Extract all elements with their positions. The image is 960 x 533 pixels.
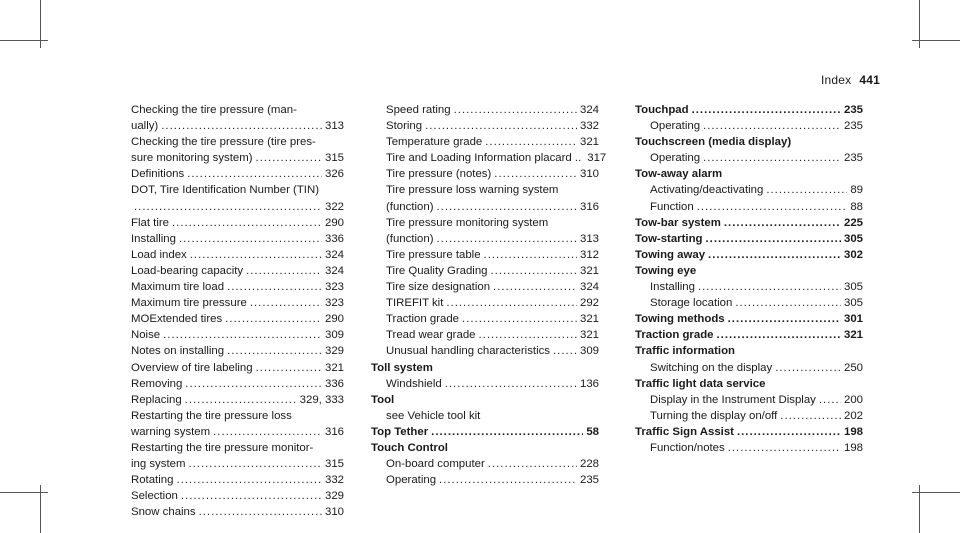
leader-dots: [185, 376, 322, 392]
index-subentry: [371, 456, 599, 472]
entry-text: Operating: [386, 474, 437, 487]
entry-text: DOT, Tire Identification Number (TIN): [131, 184, 319, 197]
page-reference: 290: [324, 216, 344, 229]
entry-text: Tire pressure monitoring system: [386, 216, 549, 229]
index-entry: [635, 311, 863, 327]
page-reference: 305: [843, 297, 863, 310]
entry-text: Towing methods: [635, 313, 725, 326]
leader-dots: [425, 118, 577, 134]
entry-text: Tire pressure loss warning system: [386, 184, 559, 197]
index-entry: [635, 376, 863, 392]
entry-text: Display in the Instrument Display: [650, 393, 816, 406]
index-subentry: [116, 150, 344, 166]
page-reference: 321: [579, 329, 599, 342]
leader-dots: [188, 456, 322, 472]
page-reference: 315: [324, 152, 344, 165]
entry-text: Load index: [131, 248, 187, 261]
section-title: Index: [821, 73, 852, 87]
index-entry: [635, 424, 863, 440]
index-subentry: [371, 327, 599, 343]
index-subentry: [371, 408, 599, 424]
page-reference: 329: [324, 345, 344, 358]
leader-dots: [213, 424, 322, 440]
index-subentry: [371, 279, 599, 295]
leader-dots: [179, 231, 322, 247]
entry-text: Temperature grade: [386, 136, 483, 149]
index-subentry: [116, 392, 344, 408]
page-reference: 198: [843, 425, 863, 438]
leader-dots: [491, 263, 577, 279]
leader-dots: [436, 231, 577, 247]
page-reference: 225: [843, 216, 863, 229]
entry-text: Restarting the tire pressure monitor-: [131, 441, 314, 454]
index-subentry: [635, 150, 863, 166]
page-reference: 323: [324, 281, 344, 294]
leader-dots: [775, 360, 841, 376]
leader-dots: [454, 102, 577, 118]
page-reference: 305: [843, 232, 863, 245]
page-reference: 250: [843, 361, 863, 374]
leader-dots: [446, 295, 577, 311]
leader-dots: [187, 166, 322, 182]
index-subentry: [371, 343, 599, 359]
index-column-2: [371, 102, 607, 488]
page-reference: 235: [579, 474, 599, 487]
page-reference: 292: [579, 297, 599, 310]
index-subentry: [116, 504, 344, 520]
leader-dots: [485, 134, 577, 150]
index-subentry: [116, 424, 344, 440]
page-reference: 302: [843, 248, 863, 261]
index-entry: [635, 327, 863, 343]
entry-text: Operating: [650, 152, 701, 165]
index-subentry: [116, 408, 344, 424]
leader-dots: [494, 166, 577, 182]
leader-dots: [706, 231, 841, 247]
index-entry: [635, 215, 863, 231]
entry-text: Function: [650, 200, 694, 213]
leader-dots: [176, 472, 322, 488]
page-reference: 323: [324, 297, 344, 310]
crop-mark: [912, 40, 960, 41]
index-subentry: [116, 118, 344, 134]
index-subentry: [371, 472, 599, 488]
entry-text: TIREFIT kit: [386, 297, 444, 310]
entry-text: sure monitoring system): [131, 152, 253, 165]
leader-dots: [553, 343, 577, 359]
entry-text: Tire and Loading Information placard ..: [386, 152, 582, 165]
page-reference: 89: [850, 184, 863, 197]
index-subentry: [116, 182, 344, 198]
index-subentry: [635, 392, 863, 408]
index-subentry: [116, 360, 344, 376]
leader-dots: [703, 150, 841, 166]
entry-text: Storing: [386, 120, 423, 133]
page-reference: 329: [324, 490, 344, 503]
entry-text: Tire Quality Grading: [386, 264, 488, 277]
index-subentry: [116, 472, 344, 488]
page-reference: 316: [324, 425, 344, 438]
leader-dots: [484, 247, 577, 263]
entry-text: Replacing: [131, 393, 182, 406]
page-reference: 310: [324, 506, 344, 519]
page-reference: 309: [579, 345, 599, 358]
index-subentry: [116, 102, 344, 118]
entry-text: ing system: [131, 458, 186, 471]
entry-text: Checking the tire pressure (tire pres-: [131, 136, 316, 149]
leader-dots: [488, 456, 577, 472]
index-subentry: [116, 295, 344, 311]
index-subentry: [116, 263, 344, 279]
leader-dots: [199, 504, 322, 520]
entry-text: Definitions: [131, 168, 185, 181]
page-reference: 316: [579, 200, 599, 213]
entry-text: Tire pressure (notes): [386, 168, 492, 181]
index-entry: [635, 166, 863, 182]
entry-text: Traffic information: [635, 345, 735, 358]
entry-text: Restarting the tire pressure loss: [131, 409, 292, 422]
index-subentry: [116, 376, 344, 392]
entry-text: (function): [386, 232, 434, 245]
entry-text: Installing: [650, 281, 695, 294]
index-subentry: [371, 215, 599, 231]
page-reference: 309: [324, 329, 344, 342]
page-reference: 88: [850, 200, 863, 213]
entry-text: Turning the display on/off: [650, 409, 778, 422]
page-reference: 235: [843, 152, 863, 165]
page-reference: 326: [324, 168, 344, 181]
page-reference: 324: [579, 104, 599, 116]
entry-text: Tire pressure table: [386, 248, 481, 261]
index-subentry: [116, 456, 344, 472]
index-subentry: [635, 199, 863, 215]
index-subentry: [371, 118, 599, 134]
index-subentry: [635, 295, 863, 311]
entry-text: Checking the tire pressure (man-: [131, 104, 297, 116]
leader-dots: [493, 279, 577, 295]
page-reference: 202: [843, 409, 863, 422]
leader-dots: [717, 327, 841, 343]
leader-dots: [478, 327, 577, 343]
entry-text: see Vehicle tool kit: [386, 409, 481, 422]
entry-text: On-board computer: [386, 458, 485, 471]
index-entry: [635, 247, 863, 263]
page-reference: 317: [587, 152, 607, 165]
leader-dots: [697, 199, 848, 215]
leader-dots: [431, 424, 583, 440]
leader-dots: [225, 311, 322, 327]
index-entry: [371, 424, 599, 440]
page-reference: 235: [843, 120, 863, 133]
leader-dots: [724, 215, 841, 231]
index-subentry: [116, 199, 344, 215]
page-reference: 312: [579, 248, 599, 261]
index-subentry: [116, 488, 344, 504]
entry-text: Towing away: [635, 248, 706, 261]
entry-text: warning system: [131, 425, 211, 438]
entry-text: Rotating: [131, 474, 174, 487]
entry-text: Toll system: [371, 361, 433, 374]
index-subentry: [371, 376, 599, 392]
entry-text: Windshield: [386, 377, 442, 390]
index-subentry: [635, 182, 863, 198]
leader-dots: [703, 118, 841, 134]
entry-text: Traffic light data service: [635, 377, 766, 390]
entry-text: Flat tire: [131, 216, 169, 229]
index-column-1: [116, 102, 344, 520]
leader-dots: [728, 440, 841, 456]
leader-dots: [256, 360, 322, 376]
crop-mark: [912, 492, 960, 493]
page-reference: 321: [843, 329, 863, 342]
page-reference: 228: [579, 458, 599, 471]
page-number: 441: [859, 73, 880, 87]
entry-text: Tow-away alarm: [635, 168, 723, 181]
leader-dots: [227, 343, 322, 359]
index-subentry: [635, 279, 863, 295]
entry-text: Maximum tire pressure: [131, 297, 247, 310]
leader-dots: [735, 295, 841, 311]
page-header: [821, 73, 880, 87]
index-entry: [635, 102, 863, 118]
index-subentry: [371, 311, 599, 327]
page-reference: 136: [579, 377, 599, 390]
leader-dots: [708, 247, 841, 263]
index-subentry: [371, 150, 607, 166]
entry-text: Tow-bar system: [635, 216, 721, 229]
leader-dots: [692, 102, 841, 118]
leader-dots: [737, 424, 841, 440]
index-subentry: [371, 295, 599, 311]
index-subentry: [371, 247, 599, 263]
entry-text: Removing: [131, 377, 183, 390]
entry-text: Switching on the display: [650, 361, 773, 374]
entry-text: Towing eye: [635, 264, 697, 277]
page-reference: 310: [579, 168, 599, 181]
index-subentry: [371, 134, 599, 150]
index-subentry: [116, 215, 344, 231]
index-column-3: [635, 102, 863, 456]
entry-text: Traction grade: [386, 313, 460, 326]
index-subentry: [635, 118, 863, 134]
entry-text: Load-bearing capacity: [131, 264, 244, 277]
leader-dots: [766, 182, 847, 198]
entry-text: Touchpad: [635, 104, 689, 116]
page-reference: 198: [843, 441, 863, 454]
index-subentry: [116, 279, 344, 295]
leader-dots: [462, 311, 577, 327]
index-entry: [635, 263, 863, 279]
index-subentry: [635, 440, 863, 456]
entry-text: Tire size designation: [386, 281, 491, 294]
entry-text: Activating/deactivating: [650, 184, 764, 197]
page-reference: 324: [324, 248, 344, 261]
leader-dots: [780, 408, 841, 424]
page-reference: 321: [579, 264, 599, 277]
index-subentry: [635, 360, 863, 376]
page-reference: 301: [843, 313, 863, 326]
entry-text: Speed rating: [386, 104, 451, 116]
leader-dots: [190, 247, 322, 263]
entry-text: Function/notes: [650, 441, 725, 454]
crop-mark: [0, 492, 48, 493]
entry-text: Overview of tire labeling: [131, 361, 253, 374]
entry-text: (function): [386, 200, 434, 213]
entry-text: MOExtended tires: [131, 313, 223, 326]
leader-dots: [256, 150, 322, 166]
index-entry: [371, 440, 599, 456]
page-reference: 313: [579, 232, 599, 245]
index-subentry: [371, 199, 599, 215]
index-subentry: [116, 311, 344, 327]
entry-text: Noise: [131, 329, 161, 342]
leader-dots: [250, 295, 322, 311]
leader-dots: [163, 327, 322, 343]
leader-dots: [227, 279, 322, 295]
entry-text: Touch Control: [371, 441, 448, 454]
index-entry: [371, 360, 599, 376]
entry-text: Traffic Sign Assist: [635, 425, 734, 438]
leader-dots: [436, 199, 577, 215]
entry-text: Tread wear grade: [386, 329, 476, 342]
page-reference: 336: [324, 377, 344, 390]
leader-dots: [161, 118, 322, 134]
entry-text: Top Tether: [371, 425, 429, 438]
index-subentry: [116, 134, 344, 150]
entry-text: ually): [131, 120, 159, 133]
index-subentry: [635, 408, 863, 424]
crop-mark: [0, 40, 48, 41]
index-entry: [635, 134, 863, 150]
page-reference: 315: [324, 458, 344, 471]
page-reference: 321: [324, 361, 344, 374]
page-reference: 200: [843, 393, 863, 406]
index-entry: [371, 392, 599, 408]
index-subentry: [371, 231, 599, 247]
leader-dots: [172, 215, 322, 231]
leader-dots: [246, 263, 322, 279]
entry-text: Selection: [131, 490, 178, 503]
index-subentry: [371, 182, 599, 198]
index-subentry: [371, 263, 599, 279]
index-subentry: [116, 440, 344, 456]
entry-text: Traction grade: [635, 329, 714, 342]
index-subentry: [116, 166, 344, 182]
entry-text: Storage location: [650, 297, 733, 310]
leader-dots: [819, 392, 841, 408]
leader-dots: [181, 488, 322, 504]
page-reference: 336: [324, 232, 344, 245]
page-reference: 305: [843, 281, 863, 294]
leader-dots: [185, 392, 297, 408]
entry-text: Touchscreen (media display): [635, 136, 792, 149]
page-reference: 324: [324, 264, 344, 277]
page-reference: 322: [324, 200, 344, 213]
index-subentry: [116, 327, 344, 343]
leader-dots: [698, 279, 841, 295]
index-subentry: [371, 166, 599, 182]
leader-dots: [728, 311, 841, 327]
page-reference: 321: [579, 313, 599, 326]
page-reference: 321: [579, 136, 599, 149]
page-reference: 324: [579, 281, 599, 294]
page-reference: 235: [843, 104, 863, 116]
index-entry: [635, 343, 863, 359]
page-reference: 329, 333: [299, 393, 344, 406]
leader-dots: [134, 199, 322, 215]
entry-text: Maximum tire load: [131, 281, 225, 294]
entry-text: Tow-starting: [635, 232, 703, 245]
entry-text: Notes on installing: [131, 345, 225, 358]
leader-dots: [445, 376, 577, 392]
index-subentry: [116, 343, 344, 359]
entry-text: Tool: [371, 393, 395, 406]
entry-text: Snow chains: [131, 506, 196, 519]
index-subentry: [116, 247, 344, 263]
page-reference: 332: [324, 474, 344, 487]
entry-text: Unusual handling characteristics: [386, 345, 550, 358]
entry-text: Operating: [650, 120, 701, 133]
page-reference: 58: [586, 425, 599, 438]
entry-text: Installing: [131, 232, 176, 245]
leader-dots: [439, 472, 577, 488]
index-entry: [635, 231, 863, 247]
page-reference: 290: [324, 313, 344, 326]
page-reference: 313: [324, 120, 344, 133]
index-subentry: [116, 231, 344, 247]
index-subentry: [371, 102, 599, 118]
page-reference: 332: [579, 120, 599, 133]
